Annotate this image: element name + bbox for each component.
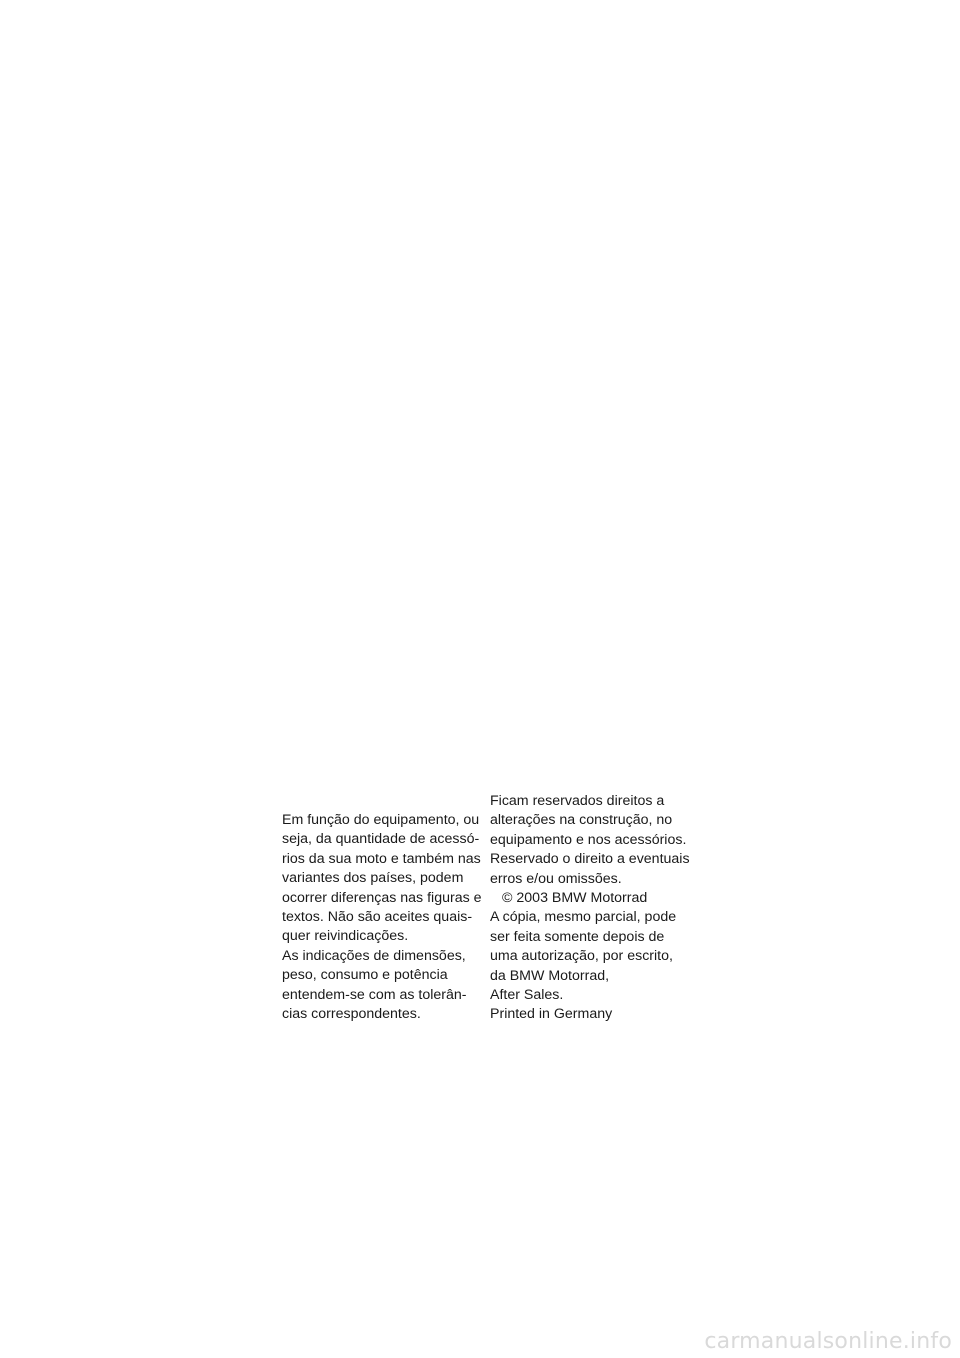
text-line: ocorrer diferenças nas figuras e [282, 889, 482, 906]
text-line: quer reivindicações. [282, 928, 409, 945]
text-line: After Sales. [490, 987, 564, 1004]
text-line: peso, consumo e potência [282, 967, 448, 984]
text-line: A cópia, mesmo parcial, pode [490, 909, 677, 926]
text-line: As indicações de dimensões, [282, 947, 466, 964]
text-line: Em função do equipamento, ou [282, 812, 480, 828]
text-line: equipamento e nos acessórios. [490, 831, 687, 848]
text-line: entendem-se com as tolerân- [282, 986, 467, 1003]
text-line: textos. Não são aceites quais- [282, 909, 473, 926]
copyright-text-right [490, 792, 700, 1025]
text-line: erros e/ou omissões. [490, 870, 622, 887]
text-line: Reservado o direito a eventuais [490, 851, 690, 868]
text-line: cias correspondentes. [282, 1006, 421, 1023]
text-line: Ficam reservados direitos a [490, 793, 665, 809]
watermark: carmanualsonline.info [704, 1329, 952, 1354]
text-line: seja, da quantidade de acessó- [282, 831, 480, 848]
text-line: variantes dos países, podem [282, 870, 464, 887]
disclaimer-text-left [282, 811, 482, 1024]
text-line: Printed in Germany [490, 1006, 613, 1023]
text-line: alterações na construção, no [490, 812, 673, 829]
text-line: da BMW Motorrad, [490, 967, 610, 984]
text-line: ser feita somente depois de [490, 928, 665, 945]
text-line: rios da sua moto e também nas [282, 850, 481, 867]
copyright-line: © 2003 BMW Motorrad [502, 890, 648, 907]
text-line: uma autorização, por escrito, [490, 948, 673, 965]
